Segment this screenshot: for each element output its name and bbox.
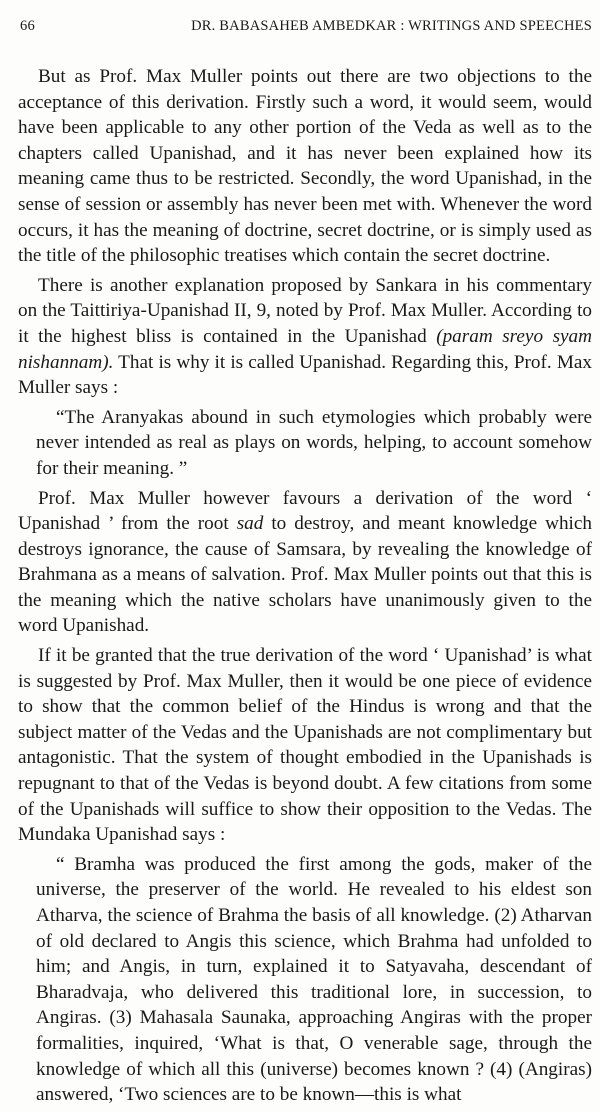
page-number: 66 [20, 18, 35, 34]
paragraph-text: Prof. Max Muller however favours a derivation of the word ‘ Upanishad ’ from the root [18, 487, 592, 535]
block-quote-mundaka: “ Bramha was produced the first among the gods, maker of the universe, the preserver of the world. He revealed to his eldest son Atharva, the science of Brahma the basis of all knowledge. (2) Atharvan of old declared to Angis this science, which Brahma had unfolded to him; and Angis, in turn, explained it to Satyavaha, descendant of Bharadvaja, who delivered this traditional lore, in succession, to Angiras. (3) Mahasala Saunaka, approaching Angiras with the proper formalities, inquired, ‘What is that, O venerable sage, through the knowledge of which all this (universe) becomes known ? (4) (Angiras) answered, ‘Two sciences are to be known—this is what [36, 853, 592, 1106]
page-header [18, 18, 592, 40]
block-quote-aranyakas: “The Aranyakas abound in such etymologies which probably were never intended as real as plays on words, helping, to account somehow for their meaning. ” [36, 406, 592, 479]
running-head: DR. BABASAHEB AMBEDKAR : WRITINGS AND SPEECHES [191, 18, 592, 34]
paragraph-text: That is why it is called Upanishad. Regarding this, Prof. Max Muller says : [18, 351, 592, 399]
paragraph-objections: But as Prof. Max Muller points out there are two objections to the acceptance of this derivation. Firstly such a word, it would seem, would have been applicable to any other portion of the Veda as well as to the chapters called Upanishad, and it has never been explained how its meaning came thus to be restricted. Secondly, the word Upanishad, in the sense of session or assembly has never been met with. Whenever the word occurs, it has the meaning of doctrine, secret doctrine, or is simply used as the title of the philosophic treatises which contain the secret doctrine. [18, 66, 592, 267]
paragraph-sankara-explanation [18, 273, 592, 401]
paragraph-text: to destroy, and meant knowledge which destroys ignorance, the cause of Samsara, by revealing the knowledge of Brahmana as a means of salvation. Prof. Max Muller points out that this is the meaning which the native scholars have unanimously given to the word Upanishad. [18, 513, 592, 637]
book-page [18, 18, 592, 1112]
sanskrit-phrase: (param sreyo syam nishannam). [18, 325, 592, 373]
paragraph-derivation [18, 486, 592, 640]
paragraph-text: There is another explanation proposed by Sankara in his commentary on the Taittiriya-Upanishad II, 9, noted by Prof. Max Muller. According to it the highest bliss is contained in the Upanishad [18, 274, 592, 347]
paragraph-antagonism: If it be granted that the true derivation of the word ‘ Upanishad’ is what is suggested by Prof. Max Muller, then it would be one piece of evidence to show that the common belief of the Hindus is wrong and that the subject matter of the Vedas and the Upanishads are not complimentary but antagonistic. That the system of thought embodied in the Upanishads is repugnant to that of the Vedas is beyond doubt. A few citations from some of the Upanishads will suffice to show their opposition to the Vedas. The Mundaka Upanishad says : [18, 645, 592, 846]
sanskrit-root: sad [236, 513, 264, 535]
